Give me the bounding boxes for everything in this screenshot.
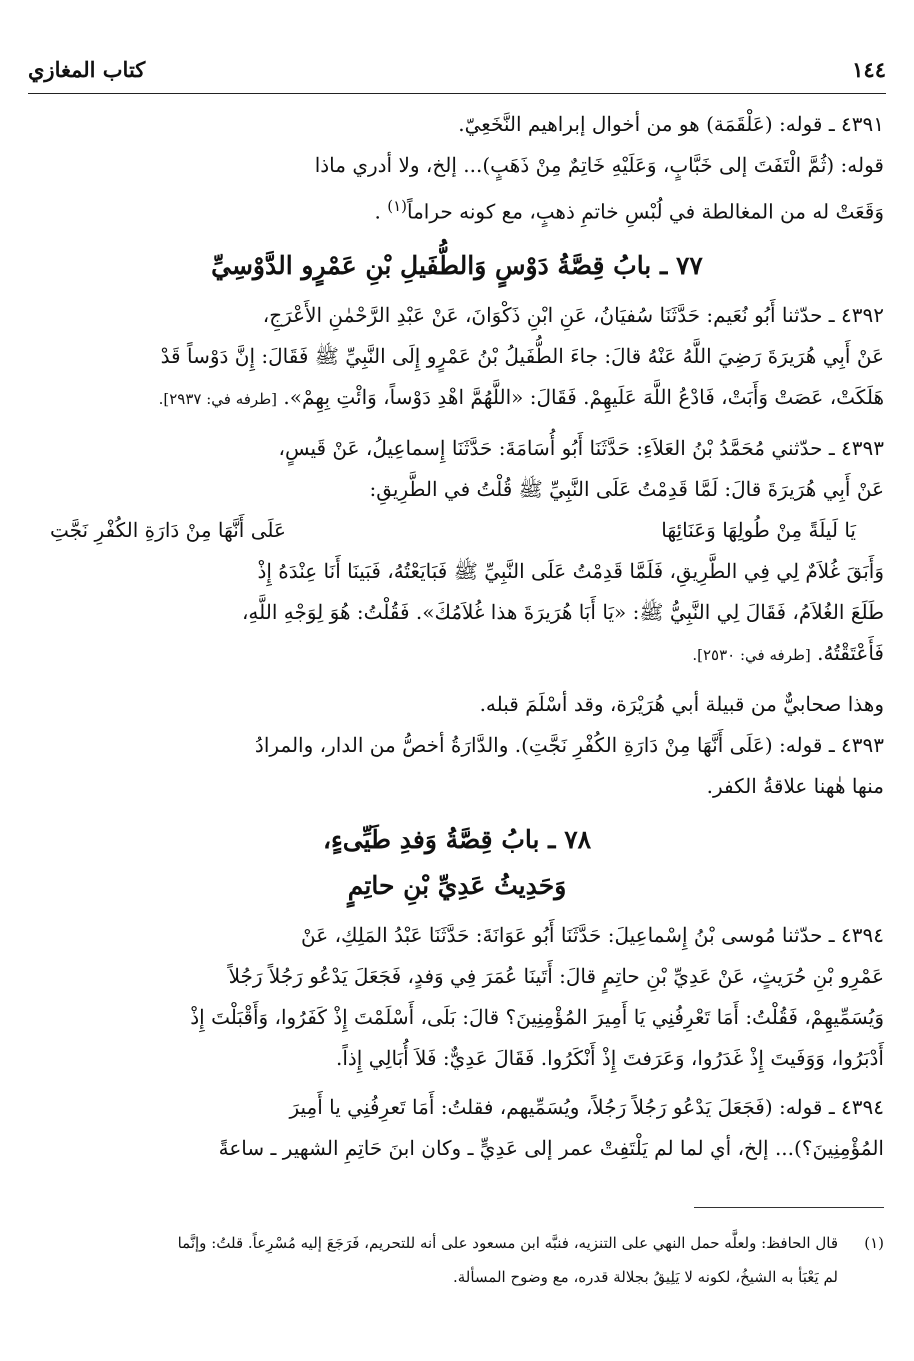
hadith-4394 <box>30 915 884 1079</box>
paragraph-line: أَدْبَرُوا، وَوَفَيتَ إِذْ غَدَرُوا، وَعَرَفتَ إِذْ أَنْكَرُوا. فَقَالَ عَدِيٌّ: فَلاَ أُبَالِي إِذاً. <box>335 1045 884 1070</box>
line-text: وَقَعَتْ له من المغالطة في لُبْسِ خاتمِ ذهبٍ، مع كونه حراماً <box>406 199 884 224</box>
paragraph-line: وَأَبَقَ غُلاَمٌ لِي فِي الطَّرِيقِ، فَلَمَّا قَدِمْتُ عَلَى النَّبِيِّ ﷺ فَبَايَعْتُهُ، فَبَينَا أَنَا عِنْدَهُ إِذْ <box>257 558 884 583</box>
paragraph-line: وهذا صحابيٌّ من قبيلة أبي هُرَيْرَة، وقد أسْلَمَ قبله. <box>479 691 884 716</box>
commentary-4394 <box>30 1087 884 1169</box>
book-title: كتاب المغازي <box>28 56 146 82</box>
paragraph-line: وَيُسَمِّيهِمْ، فَقُلْتُ: أَمَا تَعْرِفُنِي يَا أَمِيرَ المُؤْمِنِينَ؟ قالَ: بَلَى، أَسْلَمْتَ إِذْ كَفَرُوا، وَأَقْبَلْتَ إِذْ <box>190 1004 884 1029</box>
paragraph-line: المُؤْمِنِينَ؟)... إلخ، أي لما لم يَلْتَفِتْ عمر إلى عَدِيٍّ ـ وكان ابنَ حَاتِمِ الشهير ـ ساعةً <box>218 1135 884 1160</box>
footnote-marker: (١) <box>387 197 407 215</box>
hadith-4392 <box>30 295 884 420</box>
commentary-4391 <box>30 104 884 233</box>
paragraph-line: عَمْرِو بْنِ حُرَيثٍ، عَنْ عَدِيِّ بْنِ حاتِمٍ قالَ: أَتَينَا عُمَرَ فِي وَفدٍ، فَجَعَلَ يَدْعُو رَجُلاً رَجُلاً <box>228 963 884 988</box>
paragraph-line: ٤٣٩٤ ـ قوله: (فَجَعَلَ يَدْعُو رَجُلاً رَجُلاً، ويُسَمِّيهم، فقلتُ: أَمَا تَعرِفُنِي يا أَمِيرَ <box>289 1094 884 1119</box>
hadith-4393 <box>30 428 884 676</box>
cross-reference: [طرفه في: ٢٥٣٠]. <box>692 645 811 664</box>
paragraph-line: ٤٣٩٤ ـ حدّثنا مُوسى بْنُ إِسْماعِيلَ: حَدَّثَنَا أَبُو عَوَانَةَ: حَدَّثَنَا عَبْدُ المَلِكِ، عَنْ <box>301 922 884 947</box>
verse-first-hemistich: يَا لَيلَةً مِنْ طُولِهَا وَعَنَائِهَا <box>661 517 856 542</box>
header-divider <box>28 93 886 94</box>
verse-second-hemistich: عَلَى أَنَّهَا مِنْ دَارَةِ الكُفْرِ نَجَّتِ <box>50 517 286 542</box>
cross-reference: [طرفه في: ٢٩٣٧]. <box>158 389 277 408</box>
heading-line: وَحَدِيثُ عَدِيِّ بْنِ حاتِمٍ <box>347 870 567 900</box>
paragraph-line: عَنْ أَبِي هُرَيرَةَ رَضِيَ اللَّهُ عَنْهُ قالَ: جاءَ الطُّفَيلُ بْنُ عَمْرٍو إِلَى النَّبِيِّ ﷺ فَقَالَ: إِنَّ دَوْساً قَدْ <box>160 343 884 368</box>
page-number: ١٤٤ <box>852 56 886 82</box>
footnote-line: لم يَعْبَأ به الشيخُ، لكونه لا يَلِيقُ بجلالة قدره، مع وضوح المسألة. <box>452 1268 838 1286</box>
commentary-4393 <box>30 684 884 807</box>
chapter-heading-78 <box>30 817 884 909</box>
paragraph-line: ٤٣٩٢ ـ حدّثنا أَبُو نُعَيم: حَدَّثَنَا سُفيَانُ، عَنِ ابْنِ ذَكْوَانَ، عَنْ عَبْدِ الرَّحْمٰنِ الأَعْرَجِ، <box>262 302 884 327</box>
paragraph-line: قوله: (ثُمَّ الْتَفَتَ إلى خَبَّابٍ، وَعَلَيْهِ خَاتِمٌ مِنْ ذَهَبٍ)... إلخ، ولا أدري ماذا <box>314 153 884 177</box>
paragraph-line: منها هٰهنا علاقةُ الكفر. <box>706 773 884 798</box>
paragraph-line <box>30 633 884 676</box>
main-text <box>30 104 884 1177</box>
paragraph-line: عَنْ أَبِي هُرَيرَةَ قالَ: لَمَّا قَدِمْتُ عَلَى النَّبِيِّ ﷺ قُلْتُ في الطَّرِيقِ: <box>369 476 884 501</box>
paragraph-line: ٤٣٩١ ـ قوله: (عَلْقَمَة) هو من أخوال إبراهيم النَّخَعِيّ. <box>458 112 884 136</box>
line-text: هَلَكَتْ، عَصَتْ وَأَبَتْ، فَادْعُ اللَّهَ عَلَيهِمْ. فَقَالَ: «اللَّهُمَّ اهْدِ دَوْساً، وَائْتِ بِهِمْ». <box>283 384 884 409</box>
paragraph-line <box>30 377 884 420</box>
heading-line: ٧٨ ـ بابُ قِصَّةُ وَفدِ طَيِّىءٍ، <box>322 824 592 854</box>
paragraph-line: ٤٣٩٣ ـ حدّثني مُحَمَّدُ بْنُ العَلاَءِ: حَدَّثَنَا أَبُو أُسَامَةَ: حَدَّثَنَا إِسماعِيلُ، عَنْ قَيسٍ، <box>278 435 884 460</box>
paragraph-line <box>30 186 884 233</box>
poem-verse <box>30 510 884 551</box>
running-header <box>28 48 886 90</box>
chapter-heading-77: ٧٧ ـ بابُ قِصَّةُ دَوْسٍ وَالطُّفَيلِ بْنِ عَمْرٍو الدَّوْسِيِّ <box>211 250 703 280</box>
paragraph-line: طَلَعَ الغُلاَمُ، فَقَالَ لِي النَّبِيُّ ﷺ: «يَا أَبَا هُرَيرَةَ هذا غُلاَمُكَ». فَقُلْتُ: هُوَ لِوَجْهِ اللَّهِ، <box>241 599 884 624</box>
paragraph-line: ٤٣٩٣ ـ قوله: (عَلَى أَنَّهَا مِنْ دَارَةِ الكُفْرِ نَجَّتِ). والدَّارَةُ أخصُّ من الدار، والمرادُ <box>254 732 884 757</box>
line-end: . <box>374 199 381 224</box>
footnote-number: (١) <box>864 1234 884 1252</box>
footnote-line <box>60 1226 884 1260</box>
footnote-divider <box>694 1207 884 1208</box>
footnotes <box>60 1226 884 1294</box>
line-text: فَأَعْتَقْتُهُ. <box>817 640 884 665</box>
footnote-text: قال الحافظ: ولعلَّه حمل النهي على التنزيه، فنبَّه ابن مسعود على أنه للتحريم، فَرَجَعَ إليه مُسْرِعاً. قلتُ: وإنَّما <box>177 1234 838 1252</box>
